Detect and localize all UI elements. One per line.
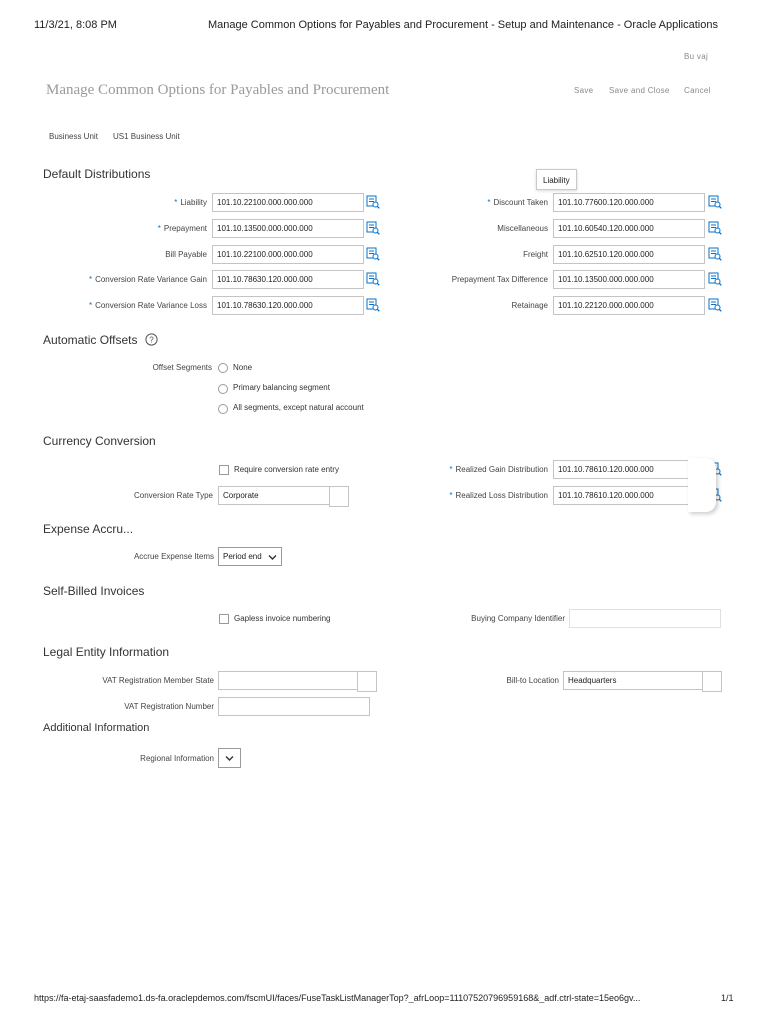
search-list-icon[interactable] <box>708 247 722 261</box>
accrue-expense-label: Accrue Expense Items <box>133 552 214 561</box>
prepayment-field[interactable]: 101.10.13500.000.000.000 <box>212 219 364 238</box>
chevron-down-icon <box>225 755 234 762</box>
realized-gain-field[interactable]: 101.10.78610.120.000.000 <box>553 460 705 479</box>
business-unit-value: US1 Business Unit <box>113 132 180 141</box>
save-and-close-button[interactable]: Save and Close <box>609 86 670 95</box>
liability-tooltip: Liability <box>536 169 577 190</box>
realized-loss-label <box>400 491 548 500</box>
search-list-icon[interactable] <box>366 247 380 261</box>
prepayment-label <box>40 224 207 233</box>
liability-label <box>40 198 207 207</box>
bill-payable-field[interactable]: 101.10.22100.000.000.000 <box>212 245 364 264</box>
conversion-rate-variance-loss-text: Conversion Rate Variance Loss <box>95 301 207 310</box>
conversion-rate-type-field[interactable]: Corporate <box>218 486 330 505</box>
miscellaneous-field[interactable]: 101.10.60540.120.000.000 <box>553 219 705 238</box>
realized-gain-text: Realized Gain Distribution <box>455 465 548 474</box>
accrue-expense-select[interactable] <box>218 547 282 566</box>
conversion-rate-variance-gain-field[interactable]: 101.10.78630.120.000.000 <box>212 270 364 289</box>
offset-all-radio[interactable] <box>218 404 228 414</box>
discount-taken-label <box>400 198 548 207</box>
realized-loss-text: Realized Loss Distribution <box>455 491 548 500</box>
buying-company-label: Buying Company Identifier <box>471 614 565 623</box>
required-marker: * <box>88 301 93 310</box>
chevron-down-icon <box>268 554 277 561</box>
realized-loss-field[interactable]: 101.10.78610.120.000.000 <box>553 486 705 505</box>
print-doc-title: Manage Common Options for Payables and Procurement - Setup and Maintenance - Oracle Applications <box>208 19 718 31</box>
self-billed-heading: Self-Billed Invoices <box>43 584 145 598</box>
discount-taken-field[interactable]: 101.10.77600.120.000.000 <box>553 193 705 212</box>
search-list-icon[interactable] <box>366 221 380 235</box>
offset-all-label: All segments, except natural account <box>233 403 364 412</box>
gapless-invoice-label: Gapless invoice numbering <box>234 614 331 623</box>
gapless-invoice-checkbox[interactable] <box>219 614 229 624</box>
required-marker: * <box>88 275 93 284</box>
conversion-rate-variance-loss-label <box>40 301 207 310</box>
retainage-text: Retainage <box>511 301 548 310</box>
vat-number-label: VAT Registration Number <box>124 702 214 711</box>
search-list-icon[interactable] <box>366 195 380 209</box>
expense-accrual-heading: Expense Accru... <box>43 522 134 536</box>
realized-gain-label <box>400 465 548 474</box>
freight-label <box>400 250 548 259</box>
freight-field[interactable]: 101.10.62510.120.000.000 <box>553 245 705 264</box>
vat-member-state-dropdown[interactable] <box>357 671 377 692</box>
automatic-offsets-title: Automatic Offsets <box>43 333 138 347</box>
prepayment-tax-difference-text: Prepayment Tax Difference <box>451 275 548 284</box>
conversion-rate-variance-gain-label <box>40 275 207 284</box>
discount-taken-text: Discount Taken <box>493 198 548 207</box>
bill-to-location-label: Bill-to Location <box>506 676 559 685</box>
vat-member-state-label: VAT Registration Member State <box>102 676 214 685</box>
bill-to-location-field[interactable]: Headquarters <box>563 671 703 690</box>
vat-number-field[interactable] <box>218 697 370 716</box>
prepayment-tax-difference-label <box>400 275 548 284</box>
required-marker: * <box>449 465 453 474</box>
search-list-icon[interactable] <box>366 298 380 312</box>
cancel-button[interactable]: Cancel <box>684 86 711 95</box>
help-icon[interactable] <box>145 333 158 346</box>
offset-none-label: None <box>233 363 253 372</box>
default-distributions-heading: Default Distributions <box>43 167 151 181</box>
svg-text:?: ? <box>149 335 154 345</box>
require-conversion-rate-checkbox[interactable] <box>219 465 229 475</box>
business-unit-label: Business Unit <box>49 132 98 141</box>
require-conversion-rate-label: Require conversion rate entry <box>234 465 339 474</box>
conversion-rate-variance-loss-field[interactable]: 101.10.78630.120.000.000 <box>212 296 364 315</box>
required-marker: * <box>157 224 161 233</box>
accrue-expense-value: Period end <box>223 552 262 561</box>
retainage-field[interactable]: 101.10.22120.000.000.000 <box>553 296 705 315</box>
bill-payable-text: Bill Payable <box>165 250 207 259</box>
search-list-icon[interactable] <box>366 272 380 286</box>
conversion-rate-type-label: Conversion Rate Type <box>133 491 213 500</box>
user-name[interactable]: Bu vaj <box>684 52 709 61</box>
liability-field[interactable]: 101.10.22100.000.000.000 <box>212 193 364 212</box>
regional-information-select[interactable] <box>218 748 241 768</box>
bill-payable-label <box>40 250 207 259</box>
offset-segments-label: Offset Segments <box>152 363 212 372</box>
print-datetime: 11/3/21, 8:08 PM <box>34 19 117 31</box>
offset-primary-radio[interactable] <box>218 384 228 394</box>
retainage-label <box>400 301 548 310</box>
conversion-rate-variance-gain-text: Conversion Rate Variance Gain <box>95 275 207 284</box>
conversion-rate-type-dropdown[interactable] <box>329 486 349 507</box>
vat-member-state-field[interactable] <box>218 671 358 690</box>
search-list-icon[interactable] <box>708 272 722 286</box>
miscellaneous-text: Miscellaneous <box>497 224 548 233</box>
offset-primary-label: Primary balancing segment <box>233 383 330 392</box>
required-marker: * <box>449 491 453 500</box>
print-page-number: 1/1 <box>721 993 734 1003</box>
bill-to-location-dropdown[interactable] <box>702 671 722 692</box>
regional-information-label: Regional Information <box>140 754 214 763</box>
automatic-offsets-heading <box>43 333 158 347</box>
buying-company-field[interactable] <box>569 609 721 628</box>
search-list-icon[interactable] <box>708 195 722 209</box>
search-list-icon[interactable] <box>708 298 722 312</box>
required-marker: * <box>174 198 178 207</box>
freight-text: Freight <box>523 250 548 259</box>
search-list-icon[interactable] <box>708 221 722 235</box>
prepayment-text: Prepayment <box>163 224 207 233</box>
currency-conversion-heading: Currency Conversion <box>43 434 156 448</box>
legal-entity-heading: Legal Entity Information <box>43 645 170 659</box>
scroll-overlay <box>688 458 716 512</box>
additional-information-heading: Additional Information <box>43 722 150 734</box>
page-title: Manage Common Options for Payables and Procurement <box>46 82 390 98</box>
print-url: https://fa-etaj-saasfademo1.ds-fa.oraclepdemos.com/fscmUI/faces/FuseTaskListManagerTop?_afrLoop=11107520796959168&_adf.ctrl-state=15eo6gv... <box>34 993 641 1003</box>
save-button[interactable]: Save <box>574 86 594 95</box>
prepayment-tax-difference-field[interactable]: 101.10.13500.000.000.000 <box>553 270 705 289</box>
offset-none-radio[interactable] <box>218 363 228 373</box>
liability-text: Liability <box>180 198 207 207</box>
required-marker: * <box>487 198 491 207</box>
miscellaneous-label <box>400 224 548 233</box>
